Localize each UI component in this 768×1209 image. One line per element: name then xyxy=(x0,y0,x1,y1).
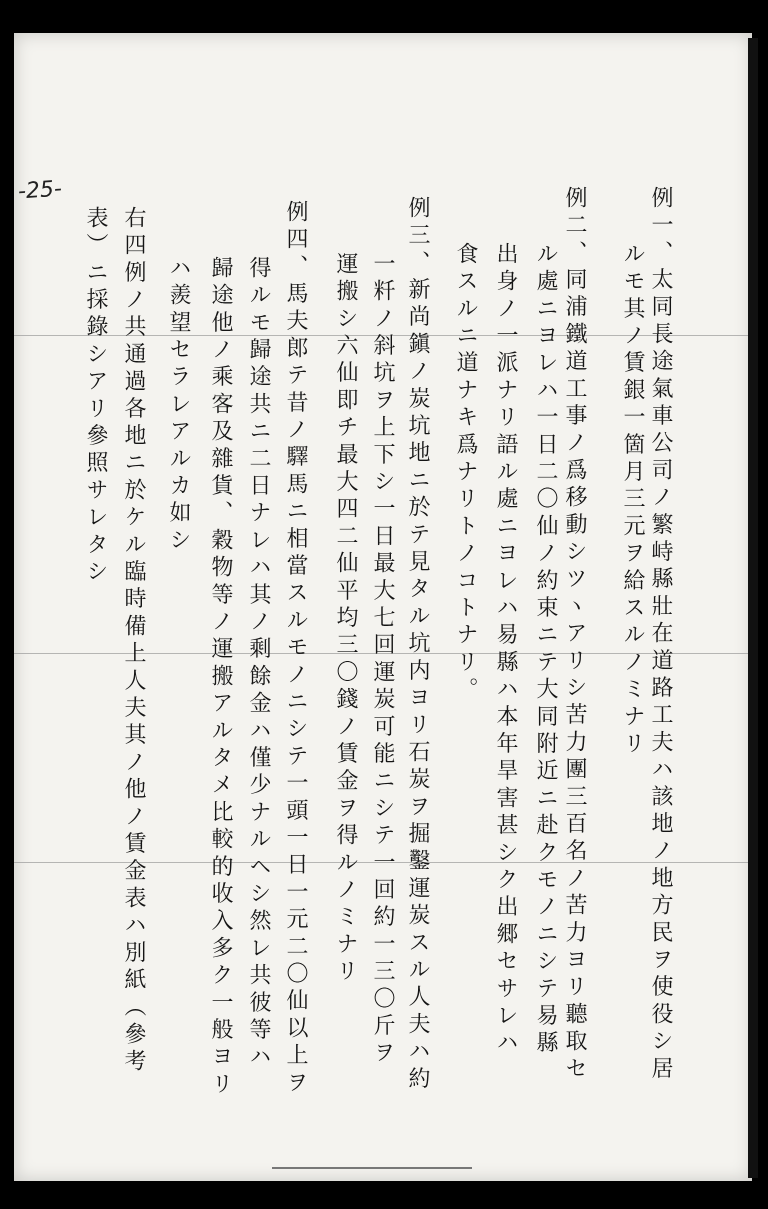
text-column-5: 出身ノ一派ナリ語ル處ニヨレハ易縣ハ本年旱害甚シク出郷セサレハ xyxy=(493,242,518,1058)
text-column-2: ルモ其ノ賃銀一箇月三元ヲ給スルノミナリ xyxy=(620,242,645,759)
text-column-13: ハ羨望セラレアルカ如シ xyxy=(166,256,191,556)
bottom-rule xyxy=(272,1167,472,1169)
page-edge xyxy=(748,38,758,1178)
text-column-7: 例三、新尚鎭ノ炭坑地ニ於テ見タル坑内ヨリ石炭ヲ掘鑿運炭スル人夫ハ約 xyxy=(405,196,430,1094)
page-number: -25- xyxy=(17,176,63,205)
text-column-4: ル處ニヨレハ一日二〇仙ノ約束ニテ大同附近ニ赴クモノニシテ易縣 xyxy=(533,242,558,1058)
text-column-6: 食スルニ道ナキ爲ナリトノコトナリ。 xyxy=(453,242,478,705)
text-column-8: 一粁ノ斜坑ヲ上下シ一日最大七回運炭可能ニシテ一回約一三〇斤ヲ xyxy=(370,252,395,1068)
text-column-15: 表）ニ採錄シアリ參照サレタシ xyxy=(83,206,108,587)
text-column-11: 得ルモ歸途共ニ二日ナレハ其ノ剩餘金ハ僅少ナルヘシ然レ共彼等ハ xyxy=(246,256,271,1072)
text-column-3: 例二、同浦鐵道工事ノ爲移動シツヽアリシ苦力團三百名ノ苦力ヨリ聽取セ xyxy=(562,186,587,1084)
text-column-9: 運搬シ六仙即チ最大四二仙平均三〇錢ノ賃金ヲ得ルノミナリ xyxy=(333,252,358,987)
text-column-1: 例一、太同長途氣車公司ノ繁峙縣壯在道路工夫ハ該地ノ地方民ヲ使役シ居 xyxy=(648,186,673,1084)
text-column-10: 例四、馬夫郎テ昔ノ驛馬ニ相當スルモノニシテ一頭一日一元二〇仙以上ヲ xyxy=(283,200,308,1098)
text-column-14: 右四例ノ共通過各地ニ於ケル臨時備上人夫其ノ他ノ賃金表ハ別紙（參考 xyxy=(121,206,146,1077)
text-column-12: 歸途他ノ乘客及雜貨、穀物等ノ運搬アルタメ比較的收入多ク一般ヨリ xyxy=(208,256,233,1100)
